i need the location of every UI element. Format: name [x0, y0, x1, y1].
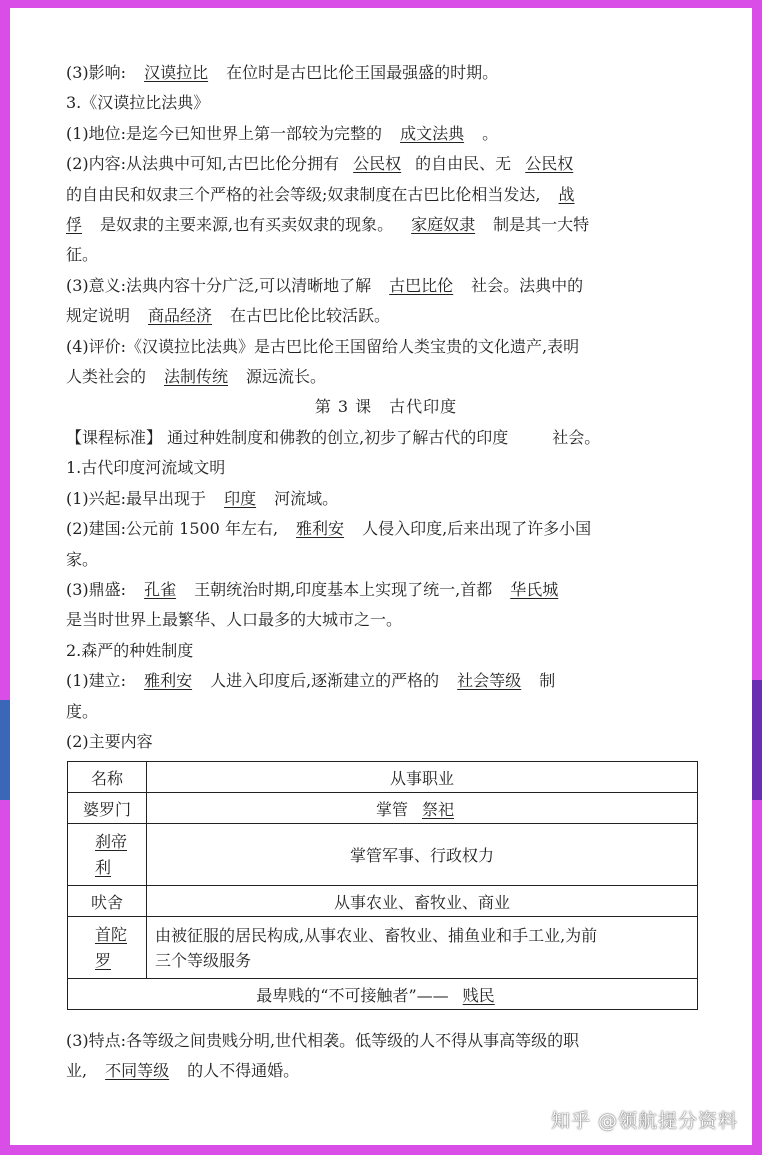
blank-answer: 古巴比伦 [389, 275, 454, 295]
blank-answer: 罗 [94, 950, 111, 970]
blank-answer: 雅利安 [144, 671, 193, 691]
blank-answer: 法制传统 [164, 367, 229, 387]
table-footer-row [68, 979, 698, 1010]
caste-job: 掌管军事、行政权力 [147, 824, 698, 886]
header-job: 从事职业 [147, 762, 698, 793]
line-founding-1: (2)建国:公元前 1500 年左右, 雅利安 人侵入印度,后来出现了许多小国 [66, 514, 706, 544]
line-establish-1: (1)建立: 雅利安 人进入印度后,逐渐建立的严格的 社会等级 制 [66, 666, 706, 696]
line-evaluation-2: 人类社会的 法制传统 源远流长。 [66, 362, 706, 392]
blank-answer: 社会等级 [457, 671, 522, 691]
line-features-2: 业, 不同等级 的人不得通婚。 [66, 1056, 706, 1086]
caste-table [67, 761, 698, 1010]
untouchables-cell: 最卑贱的“不可接触者”—— 贱民 [68, 979, 698, 1010]
caste-name [68, 917, 147, 979]
caste-name: 吠舍 [68, 886, 147, 917]
table-row [68, 917, 698, 979]
line-founding-2: 家。 [66, 549, 99, 569]
caste-job: 由被征服的居民构成,从事农业、畜牧业、捕鱼业和手工业,为前 三个等级服务 [147, 917, 698, 979]
line-establish-2: 度。 [66, 701, 99, 721]
table-header-row [68, 762, 698, 793]
header-name: 名称 [68, 762, 147, 793]
blank-answer: 商品经济 [148, 306, 213, 326]
blank-answer: 孔雀 [144, 579, 177, 599]
blank-answer: 刹帝 [94, 831, 127, 851]
line-evaluation-1: (4)评价:《汉谟拉比法典》是古巴比伦王国留给人类宝贵的文化遗产,表明 [66, 336, 580, 356]
section-heading: 1.古代印度河流域文明 [66, 458, 226, 478]
blank-answer: 成文法典 [400, 123, 465, 143]
content-bottom [66, 1026, 706, 1087]
caste-name [68, 824, 147, 886]
caste-name: 婆罗门 [68, 793, 147, 824]
line-content-3: 俘 是奴隶的主要来源,也有买卖奴隶的现象。 家庭奴隶 制是其一大特 [66, 210, 706, 240]
line-meaning-1: (3)意义:法典内容十分广泛,可以清晰地了解 古巴比伦 社会。法典中的 [66, 271, 706, 301]
lesson-title: 第 3 课 古代印度 [314, 397, 458, 417]
line-content-4: 征。 [66, 245, 99, 265]
document-page [10, 8, 752, 1145]
line-peak-2: 是当时世界上最繁华、人口最多的大城市之一。 [66, 610, 403, 630]
caste-job: 从事农业、畜牧业、商业 [147, 886, 698, 917]
blank-answer: 公民权 [525, 154, 574, 174]
line-content-2: 的自由民和奴隶三个严格的社会等级;奴隶制度在古巴比伦相当发达, 战 [66, 180, 706, 210]
blank-answer: 贱民 [462, 985, 495, 1005]
blank-answer: 公民权 [353, 154, 402, 174]
blank-answer: 印度 [224, 488, 257, 508]
section-heading: 3.《汉谟拉比法典》 [66, 93, 210, 113]
table-row [68, 886, 698, 917]
frame-left-strip [0, 0, 10, 1155]
line-meaning-2: 规定说明 商品经济 在古巴比伦比较活跃。 [66, 301, 706, 331]
blank-answer: 家庭奴隶 [411, 215, 476, 235]
blank-answer: 华氏城 [510, 579, 559, 599]
blank-answer: 祭祀 [422, 799, 455, 819]
line-status: (1)地位:是迄今已知世界上第一部较为完整的 成文法典 。 [66, 119, 706, 149]
section-heading: 2.森严的种姓制度 [66, 640, 194, 660]
table-row [68, 793, 698, 824]
caste-job: 掌管 祭祀 [147, 793, 698, 824]
content-top [66, 58, 706, 757]
line-content-1: (2)内容:从法典中可知,古巴比伦分拥有 公民权 的自由民、无 公民权 [66, 149, 706, 179]
blank-answer: 战 [558, 184, 575, 204]
table-row [68, 824, 698, 886]
blank-answer: 首陀 [94, 924, 127, 944]
blank-answer: 不同等级 [105, 1061, 170, 1081]
line-rise: (1)兴起:最早出现于 印度 河流域。 [66, 484, 706, 514]
line-peak-1: (3)鼎盛: 孔雀 王朝统治时期,印度基本上实现了统一,首都 华氏城 [66, 575, 706, 605]
line-influence: (3)影响: 汉谟拉比 在位时是古巴比伦王国最强盛的时期。 [66, 58, 706, 88]
standard-label: 【课程标准】 [66, 427, 163, 447]
frame-right-strip [752, 0, 762, 1155]
line-features-1: (3)特点:各等级之间贵贱分明,世代相袭。低等级的人不得从事高等级的职 [66, 1031, 580, 1050]
line-main-content: (2)主要内容 [66, 731, 153, 751]
blank-answer: 俘 [66, 215, 83, 235]
watermark-text: 知乎 @领航提分资料 [550, 1110, 738, 1132]
blank-answer: 汉谟拉比 [144, 63, 209, 82]
blank-answer: 利 [94, 857, 111, 877]
blank-answer: 雅利安 [296, 519, 345, 539]
course-standard: 【课程标准】 通过种姓制度和佛教的创立,初步了解古代的印度 社会。 [66, 427, 601, 447]
